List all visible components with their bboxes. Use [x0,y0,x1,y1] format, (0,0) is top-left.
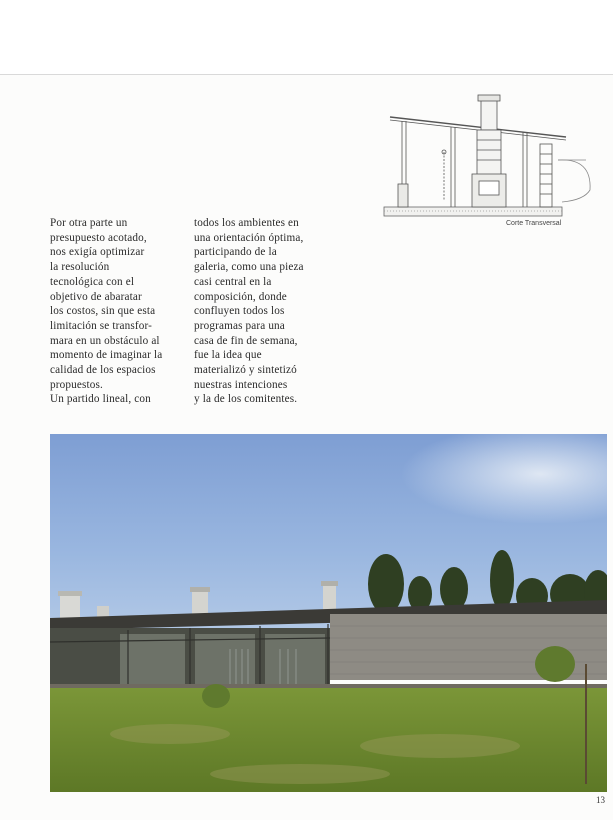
text-line: calidad de los espacios [50,364,156,377]
text-line: casi central en la [194,275,272,288]
text-line: fue la idea que [194,349,262,362]
text-line: materializó y sintetizó [194,364,297,377]
text-line: propuestos. [50,378,103,391]
text-line: nuestras intenciones [194,378,288,391]
text-line: limitación se transfor- [50,319,153,332]
text-line: nos exigía optimizar [50,246,145,259]
text-line: tecnológica con el [50,275,135,288]
text-line: composición, donde [194,290,287,303]
text-line: participando de la [194,246,277,259]
text-line: casa de fin de semana, [194,334,298,347]
text-line: presupuesto acotado, [50,231,147,244]
body-text-right-column [194,216,304,407]
text-line: confluyen todos los [194,305,285,318]
text-line: una orientación óptima, [194,231,304,244]
page-number: 13 [596,795,605,805]
text-line: Un partido lineal, con [50,393,151,406]
text-line: y la de los comitentes. [194,393,298,406]
drawing-caption: Corte Transversal [506,220,562,227]
page-top-rule [0,74,613,75]
text-line: los costos, sin que esta [50,305,156,318]
text-line: programas para una [194,319,285,332]
text-line: todos los ambientes en [194,217,299,229]
cross-section-drawing [380,92,596,222]
text-line: mara en un obstáculo al [50,334,160,347]
body-text-left-column [50,216,162,407]
text-line: objetivo de abaratar [50,290,142,303]
text-line: Por otra parte un [50,217,128,229]
text-line: la resolución [50,261,110,274]
text-line: galeria, como una pieza [194,261,304,274]
house-photo [50,434,607,792]
text-line: momento de imaginar la [50,349,163,362]
